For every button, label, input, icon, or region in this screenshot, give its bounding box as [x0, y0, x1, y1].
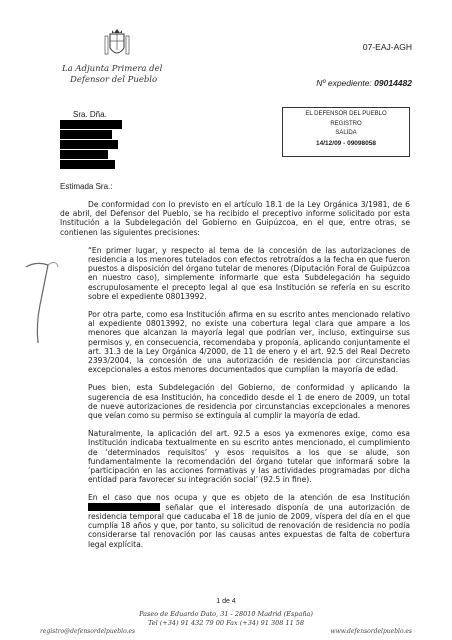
expediente-label: Nº expediente:	[316, 78, 372, 88]
stamp-line-2: REGISTRO	[330, 120, 362, 127]
redaction-bar	[88, 503, 160, 511]
paragraph-quote-2: Por otra parte, como esa Institución afirma en su escrito antes mencionado relativo al expediente 08013992, no existe una cobertura legal clara que ampare a los menores que alcanzan la mayoría legal que podrían ver, incluso, extinguirse sus permisos y, en consecuencia, recomendaba y proponía, aplicando conjuntamente el art. 31.3 de la Ley Orgánica 4/2000, de 11 de enero y el art. 92.5 del Real Decreto 2393/2004, la concesión de una autorización de residencia por circunstancias excepcionales a estos menores documentados que cumplían la mayoría de edad.	[88, 310, 410, 375]
expediente-value: 09014482	[374, 78, 412, 88]
greeting: Estimada Sra.:	[60, 182, 113, 191]
reference-code: 07-EAJ-AGH	[362, 42, 412, 52]
paragraph-quote-5-end: señalar que el interesado disponía de una autorización de residencia temporal que caducaba el 18 de junio de 2009, víspera del día en el que cumplía 18 años y que, por tanto, su solicitud de renovación de residencia no podía considerarse tal renovación por las causas antes expuestas de falta de cobertura legal explícita.	[88, 502, 410, 549]
coat-of-arms-logo	[100, 28, 134, 62]
address-line-1: Paseo de Eduardo Dato, 31 - 28010 Madrid (España)	[139, 610, 313, 618]
institution-signature	[62, 64, 162, 86]
paragraph-quote-5	[88, 493, 410, 548]
footer-address	[0, 610, 452, 628]
handwritten-mark	[22, 255, 62, 350]
footer-email: registro@defensordelpueblo.es	[40, 628, 136, 635]
recipient-salutation: Sra. Dña.	[73, 110, 107, 119]
redaction-bar	[60, 150, 108, 159]
stamp-line-3: SALIDA	[335, 130, 357, 136]
stamp-number: 14/12/09 - 09098058	[316, 139, 376, 147]
institution-line-2: Defensor del Pueblo	[70, 75, 158, 85]
letter-body	[60, 200, 410, 558]
paragraph-quote-5-start: En el caso que nos ocupa y que es objeto de la atención de esa Institución	[88, 493, 410, 503]
redaction-bar	[60, 160, 115, 169]
page-number: 1 de 4	[216, 598, 236, 605]
paragraph-quote-3: Pues bien, esta Subdelegación del Gobierno, de conformidad y aplicando la sugerencia de esa Institución, ha concedido desde el 1 de enero de 2009, un total de nueve autorizaciones de residencia por circunstancias excepcionales a menores que veían como su permiso se extinguía al cumplir la mayoría de edad.	[88, 383, 410, 421]
paragraph-quote-1: “En primer lugar, y respecto al tema de la concesión de las autorizaciones de residencia a los menores tutelados con efectos retrotraídos a la fecha en que fueron puestos a disposición del órgano tutelar de menores (Diputación Foral de Guipúzcoa en nuestro caso), simplemente informarle que esta Subdelegación ha seguido escrupulosamente el precepto legal al que esa Institución se refería en su escrito sobre el expediente 08013992.	[88, 245, 410, 301]
registry-stamp	[282, 107, 410, 157]
expediente	[316, 78, 412, 88]
redaction-bar	[60, 140, 118, 149]
paragraph-intro: De conformidad con lo previsto en el artículo 18.1 de la Ley Orgánica 3/1981, de 6 de abril, del Defensor del Pueblo, se ha recibido el preceptivo informe solicitado por esta Institución a la Subdelegación del Gobierno en Guipúzcoa, en el que, entre otras, se contienen las siguientes precisiones:	[60, 200, 410, 237]
footer-web: www.defensordelpueblo.es	[330, 628, 412, 635]
redaction-bar	[60, 120, 122, 129]
address-line-2: Tel (+34) 91 432 79 00 Fax (+34) 91 308 11 58	[147, 619, 305, 627]
redaction-bar	[60, 130, 112, 139]
institution-line-1: La Adjunta Primera del	[62, 64, 163, 74]
paragraph-quote-4: Naturalmente, la aplicación del art. 92.5 a esos ya exmenores exige, como esa Institución indicaba textualmente en su escrito antes mencionado, el cumplimiento de ‘determinados requisitos’ y esos requisitos a los que se alude, son fundamentalmente la recomendación del órgano tutelar que informará sobre la ‘participación en las acciones formativas y las actividades programadas por dicha entidad para favorecer su integración social’ (92.5 in fine).	[88, 429, 410, 485]
stamp-line-1: EL DEFENSOR DEL PUEBLO	[305, 111, 387, 117]
